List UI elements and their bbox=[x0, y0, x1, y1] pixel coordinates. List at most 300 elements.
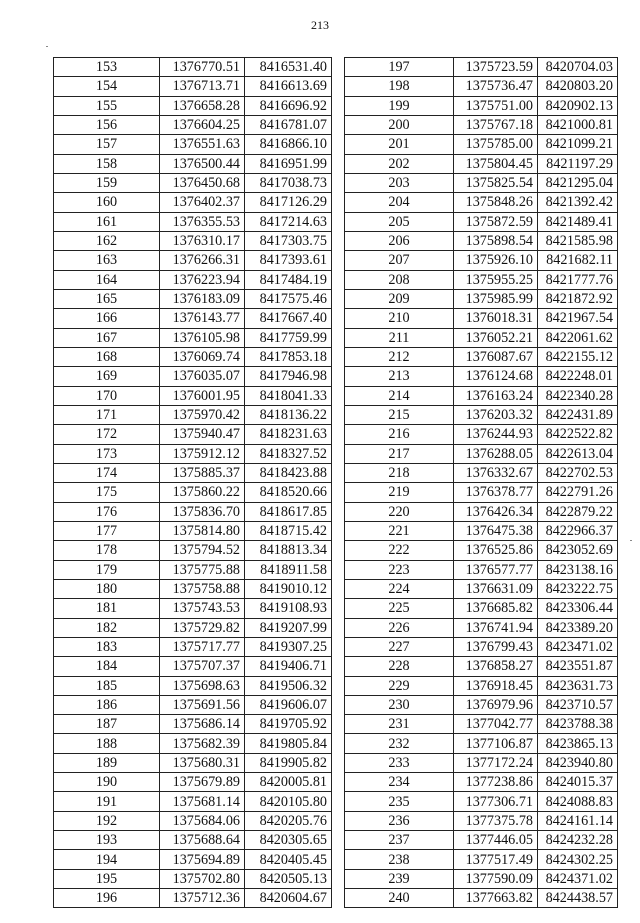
table-row bbox=[54, 869, 332, 888]
x-coordinate: 1377172.24 bbox=[454, 753, 538, 772]
x-coordinate: 1376266.31 bbox=[160, 251, 245, 270]
x-coordinate: 1375804.45 bbox=[454, 154, 538, 173]
y-coordinate: 8419606.07 bbox=[245, 695, 332, 714]
x-coordinate: 1376577.77 bbox=[454, 560, 538, 579]
y-coordinate: 8422966.37 bbox=[538, 521, 618, 540]
x-coordinate: 1375717.77 bbox=[160, 637, 245, 656]
y-coordinate: 8416696.92 bbox=[245, 96, 332, 115]
table-row bbox=[345, 251, 618, 270]
point-number: 222 bbox=[345, 541, 454, 560]
y-coordinate: 8422340.28 bbox=[538, 386, 618, 405]
point-number: 236 bbox=[345, 811, 454, 830]
table-row bbox=[54, 309, 332, 328]
y-coordinate: 8418520.66 bbox=[245, 483, 332, 502]
point-number: 159 bbox=[54, 173, 160, 192]
point-number: 171 bbox=[54, 405, 160, 424]
point-number: 235 bbox=[345, 792, 454, 811]
point-number: 169 bbox=[54, 367, 160, 386]
table-row bbox=[345, 869, 618, 888]
point-number: 205 bbox=[345, 212, 454, 231]
point-number: 198 bbox=[345, 77, 454, 96]
y-coordinate: 8423389.20 bbox=[538, 618, 618, 637]
x-coordinate: 1375785.00 bbox=[454, 135, 538, 154]
table-row bbox=[54, 618, 332, 637]
table-row bbox=[54, 251, 332, 270]
x-coordinate: 1376685.82 bbox=[454, 599, 538, 618]
point-number: 199 bbox=[345, 96, 454, 115]
y-coordinate: 8416613.69 bbox=[245, 77, 332, 96]
y-coordinate: 8422702.53 bbox=[538, 463, 618, 482]
table-row bbox=[345, 753, 618, 772]
point-number: 162 bbox=[54, 231, 160, 250]
point-number: 214 bbox=[345, 386, 454, 405]
x-coordinate: 1375926.10 bbox=[454, 251, 538, 270]
y-coordinate: 8423138.16 bbox=[538, 560, 618, 579]
x-coordinate: 1376052.21 bbox=[454, 328, 538, 347]
table-row bbox=[54, 521, 332, 540]
x-coordinate: 1375860.22 bbox=[160, 483, 245, 502]
x-coordinate: 1375955.25 bbox=[454, 270, 538, 289]
point-number: 170 bbox=[54, 386, 160, 405]
y-coordinate: 8420405.45 bbox=[245, 850, 332, 869]
x-coordinate: 1376105.98 bbox=[160, 328, 245, 347]
table-row bbox=[345, 831, 618, 850]
x-coordinate: 1376979.96 bbox=[454, 695, 538, 714]
table-row bbox=[54, 599, 332, 618]
point-number: 161 bbox=[54, 212, 160, 231]
table-row bbox=[345, 715, 618, 734]
x-coordinate: 1375698.63 bbox=[160, 676, 245, 695]
y-coordinate: 8418715.42 bbox=[245, 521, 332, 540]
point-number: 184 bbox=[54, 657, 160, 676]
x-coordinate: 1377306.71 bbox=[454, 792, 538, 811]
point-number: 201 bbox=[345, 135, 454, 154]
x-coordinate: 1376244.93 bbox=[454, 425, 538, 444]
point-number: 231 bbox=[345, 715, 454, 734]
table-row bbox=[345, 231, 618, 250]
y-coordinate: 8417946.98 bbox=[245, 367, 332, 386]
x-coordinate: 1377517.49 bbox=[454, 850, 538, 869]
point-number: 187 bbox=[54, 715, 160, 734]
x-coordinate: 1375767.18 bbox=[454, 115, 538, 134]
y-coordinate: 8418136.22 bbox=[245, 405, 332, 424]
y-coordinate: 8417484.19 bbox=[245, 270, 332, 289]
table-row bbox=[345, 289, 618, 308]
x-coordinate: 1377663.82 bbox=[454, 889, 538, 908]
y-coordinate: 8419805.84 bbox=[245, 734, 332, 753]
table-row bbox=[54, 347, 332, 366]
y-coordinate: 8423471.02 bbox=[538, 637, 618, 656]
point-number: 190 bbox=[54, 773, 160, 792]
table-row bbox=[345, 560, 618, 579]
x-coordinate: 1376426.34 bbox=[454, 502, 538, 521]
point-number: 212 bbox=[345, 347, 454, 366]
y-coordinate: 8420902.13 bbox=[538, 96, 618, 115]
x-coordinate: 1377238.86 bbox=[454, 773, 538, 792]
x-coordinate: 1376741.94 bbox=[454, 618, 538, 637]
y-coordinate: 8418231.63 bbox=[245, 425, 332, 444]
x-coordinate: 1376310.17 bbox=[160, 231, 245, 250]
point-number: 164 bbox=[54, 270, 160, 289]
y-coordinate: 8420704.03 bbox=[538, 58, 618, 77]
x-coordinate: 1375912.12 bbox=[160, 444, 245, 463]
y-coordinate: 8418327.52 bbox=[245, 444, 332, 463]
table-row bbox=[345, 618, 618, 637]
table-row bbox=[345, 773, 618, 792]
table-row bbox=[54, 96, 332, 115]
table-row bbox=[345, 135, 618, 154]
x-coordinate: 1377375.78 bbox=[454, 811, 538, 830]
y-coordinate: 8424302.25 bbox=[538, 850, 618, 869]
y-coordinate: 8422155.12 bbox=[538, 347, 618, 366]
x-coordinate: 1375684.06 bbox=[160, 811, 245, 830]
x-coordinate: 1375898.54 bbox=[454, 231, 538, 250]
x-coordinate: 1376500.44 bbox=[160, 154, 245, 173]
table-row bbox=[345, 58, 618, 77]
table-row bbox=[345, 850, 618, 869]
scan-mark bbox=[46, 46, 48, 47]
table-row bbox=[345, 521, 618, 540]
point-number: 181 bbox=[54, 599, 160, 618]
point-number: 178 bbox=[54, 541, 160, 560]
x-coordinate: 1375940.47 bbox=[160, 425, 245, 444]
y-coordinate: 8421197.29 bbox=[538, 154, 618, 173]
y-coordinate: 8419406.71 bbox=[245, 657, 332, 676]
table-row bbox=[54, 328, 332, 347]
table-row bbox=[54, 270, 332, 289]
point-number: 173 bbox=[54, 444, 160, 463]
point-number: 165 bbox=[54, 289, 160, 308]
table-row bbox=[54, 715, 332, 734]
point-number: 172 bbox=[54, 425, 160, 444]
x-coordinate: 1376402.37 bbox=[160, 193, 245, 212]
table-row bbox=[54, 367, 332, 386]
point-number: 179 bbox=[54, 560, 160, 579]
point-number: 196 bbox=[54, 889, 160, 908]
x-coordinate: 1376332.67 bbox=[454, 463, 538, 482]
table-row bbox=[54, 463, 332, 482]
point-number: 160 bbox=[54, 193, 160, 212]
x-coordinate: 1377106.87 bbox=[454, 734, 538, 753]
point-number: 240 bbox=[345, 889, 454, 908]
point-number: 157 bbox=[54, 135, 160, 154]
y-coordinate: 8417759.99 bbox=[245, 328, 332, 347]
y-coordinate: 8420005.81 bbox=[245, 773, 332, 792]
point-number: 175 bbox=[54, 483, 160, 502]
x-coordinate: 1375985.99 bbox=[454, 289, 538, 308]
y-coordinate: 8423865.13 bbox=[538, 734, 618, 753]
point-number: 207 bbox=[345, 251, 454, 270]
x-coordinate: 1376713.71 bbox=[160, 77, 245, 96]
y-coordinate: 8421392.42 bbox=[538, 193, 618, 212]
table-row bbox=[345, 637, 618, 656]
point-number: 204 bbox=[345, 193, 454, 212]
table-row bbox=[345, 792, 618, 811]
point-number: 237 bbox=[345, 831, 454, 850]
x-coordinate: 1377042.77 bbox=[454, 715, 538, 734]
y-coordinate: 8422522.82 bbox=[538, 425, 618, 444]
table-row bbox=[345, 115, 618, 134]
table-row bbox=[54, 289, 332, 308]
table-row bbox=[54, 483, 332, 502]
point-number: 209 bbox=[345, 289, 454, 308]
x-coordinate: 1375848.26 bbox=[454, 193, 538, 212]
point-number: 210 bbox=[345, 309, 454, 328]
point-number: 153 bbox=[54, 58, 160, 77]
x-coordinate: 1376631.09 bbox=[454, 579, 538, 598]
y-coordinate: 8420305.65 bbox=[245, 831, 332, 850]
y-coordinate: 8418423.88 bbox=[245, 463, 332, 482]
x-coordinate: 1375712.36 bbox=[160, 889, 245, 908]
x-coordinate: 1376001.95 bbox=[160, 386, 245, 405]
x-coordinate: 1375775.88 bbox=[160, 560, 245, 579]
table-row bbox=[54, 444, 332, 463]
point-number: 192 bbox=[54, 811, 160, 830]
table-row bbox=[345, 367, 618, 386]
y-coordinate: 8423788.38 bbox=[538, 715, 618, 734]
x-coordinate: 1375751.00 bbox=[454, 96, 538, 115]
x-coordinate: 1376525.86 bbox=[454, 541, 538, 560]
y-coordinate: 8418041.33 bbox=[245, 386, 332, 405]
point-number: 197 bbox=[345, 58, 454, 77]
y-coordinate: 8420803.20 bbox=[538, 77, 618, 96]
x-coordinate: 1375729.82 bbox=[160, 618, 245, 637]
x-coordinate: 1375688.64 bbox=[160, 831, 245, 850]
table-row bbox=[345, 193, 618, 212]
table-row bbox=[54, 386, 332, 405]
x-coordinate: 1376658.28 bbox=[160, 96, 245, 115]
y-coordinate: 8419307.25 bbox=[245, 637, 332, 656]
point-number: 177 bbox=[54, 521, 160, 540]
point-number: 193 bbox=[54, 831, 160, 850]
table-row bbox=[54, 173, 332, 192]
y-coordinate: 8421000.81 bbox=[538, 115, 618, 134]
table-row bbox=[345, 425, 618, 444]
y-coordinate: 8424371.02 bbox=[538, 869, 618, 888]
y-coordinate: 8418911.58 bbox=[245, 560, 332, 579]
point-number: 230 bbox=[345, 695, 454, 714]
x-coordinate: 1376143.77 bbox=[160, 309, 245, 328]
y-coordinate: 8421872.92 bbox=[538, 289, 618, 308]
x-coordinate: 1375723.59 bbox=[454, 58, 538, 77]
point-number: 176 bbox=[54, 502, 160, 521]
y-coordinate: 8420205.76 bbox=[245, 811, 332, 830]
point-number: 155 bbox=[54, 96, 160, 115]
point-number: 225 bbox=[345, 599, 454, 618]
point-number: 174 bbox=[54, 463, 160, 482]
point-number: 220 bbox=[345, 502, 454, 521]
table-row bbox=[54, 193, 332, 212]
table-row bbox=[345, 173, 618, 192]
x-coordinate: 1377590.09 bbox=[454, 869, 538, 888]
y-coordinate: 8424161.14 bbox=[538, 811, 618, 830]
y-coordinate: 8416781.07 bbox=[245, 115, 332, 134]
point-number: 206 bbox=[345, 231, 454, 250]
table-row bbox=[345, 270, 618, 289]
x-coordinate: 1376450.68 bbox=[160, 173, 245, 192]
coordinates-table-left bbox=[53, 57, 332, 908]
x-coordinate: 1375679.89 bbox=[160, 773, 245, 792]
x-coordinate: 1375758.88 bbox=[160, 579, 245, 598]
y-coordinate: 8417853.18 bbox=[245, 347, 332, 366]
table-row bbox=[54, 637, 332, 656]
y-coordinate: 8418617.85 bbox=[245, 502, 332, 521]
point-number: 154 bbox=[54, 77, 160, 96]
table-row bbox=[54, 425, 332, 444]
y-coordinate: 8419705.92 bbox=[245, 715, 332, 734]
x-coordinate: 1376799.43 bbox=[454, 637, 538, 656]
x-coordinate: 1375681.14 bbox=[160, 792, 245, 811]
y-coordinate: 8421585.98 bbox=[538, 231, 618, 250]
y-coordinate: 8423940.80 bbox=[538, 753, 618, 772]
x-coordinate: 1376288.05 bbox=[454, 444, 538, 463]
x-coordinate: 1375836.70 bbox=[160, 502, 245, 521]
point-number: 182 bbox=[54, 618, 160, 637]
table-row bbox=[54, 850, 332, 869]
table-row bbox=[54, 889, 332, 908]
y-coordinate: 8417393.61 bbox=[245, 251, 332, 270]
x-coordinate: 1377446.05 bbox=[454, 831, 538, 850]
point-number: 232 bbox=[345, 734, 454, 753]
table-row bbox=[54, 792, 332, 811]
table-row bbox=[345, 444, 618, 463]
table-row bbox=[54, 58, 332, 77]
x-coordinate: 1376203.32 bbox=[454, 405, 538, 424]
x-coordinate: 1376124.68 bbox=[454, 367, 538, 386]
y-coordinate: 8421967.54 bbox=[538, 309, 618, 328]
x-coordinate: 1375794.52 bbox=[160, 541, 245, 560]
point-number: 215 bbox=[345, 405, 454, 424]
table-row bbox=[54, 734, 332, 753]
x-coordinate: 1375691.56 bbox=[160, 695, 245, 714]
point-number: 227 bbox=[345, 637, 454, 656]
table-row bbox=[54, 657, 332, 676]
point-number: 208 bbox=[345, 270, 454, 289]
table-row bbox=[54, 831, 332, 850]
x-coordinate: 1375682.39 bbox=[160, 734, 245, 753]
table-row bbox=[54, 231, 332, 250]
table-row bbox=[54, 212, 332, 231]
table-row bbox=[54, 77, 332, 96]
y-coordinate: 8417575.46 bbox=[245, 289, 332, 308]
point-number: 218 bbox=[345, 463, 454, 482]
table-row bbox=[345, 695, 618, 714]
point-number: 228 bbox=[345, 657, 454, 676]
y-coordinate: 8420604.67 bbox=[245, 889, 332, 908]
x-coordinate: 1376770.51 bbox=[160, 58, 245, 77]
y-coordinate: 8416951.99 bbox=[245, 154, 332, 173]
y-coordinate: 8423551.87 bbox=[538, 657, 618, 676]
point-number: 229 bbox=[345, 676, 454, 695]
table-row bbox=[345, 347, 618, 366]
x-coordinate: 1376163.24 bbox=[454, 386, 538, 405]
y-coordinate: 8416866.10 bbox=[245, 135, 332, 154]
point-number: 234 bbox=[345, 773, 454, 792]
y-coordinate: 8424438.57 bbox=[538, 889, 618, 908]
table-row bbox=[54, 676, 332, 695]
y-coordinate: 8423306.44 bbox=[538, 599, 618, 618]
table-row bbox=[345, 212, 618, 231]
point-number: 156 bbox=[54, 115, 160, 134]
x-coordinate: 1375707.37 bbox=[160, 657, 245, 676]
point-number: 194 bbox=[54, 850, 160, 869]
x-coordinate: 1375686.14 bbox=[160, 715, 245, 734]
point-number: 219 bbox=[345, 483, 454, 502]
table-row bbox=[345, 463, 618, 482]
point-number: 195 bbox=[54, 869, 160, 888]
scan-mark bbox=[630, 540, 632, 541]
y-coordinate: 8424015.37 bbox=[538, 773, 618, 792]
table-row bbox=[54, 135, 332, 154]
table-row bbox=[54, 115, 332, 134]
x-coordinate: 1376475.38 bbox=[454, 521, 538, 540]
point-number: 216 bbox=[345, 425, 454, 444]
table-row bbox=[54, 405, 332, 424]
point-number: 167 bbox=[54, 328, 160, 347]
x-coordinate: 1376183.09 bbox=[160, 289, 245, 308]
x-coordinate: 1375872.59 bbox=[454, 212, 538, 231]
x-coordinate: 1376858.27 bbox=[454, 657, 538, 676]
x-coordinate: 1375825.54 bbox=[454, 173, 538, 192]
point-number: 211 bbox=[345, 328, 454, 347]
y-coordinate: 8422879.22 bbox=[538, 502, 618, 521]
table-row bbox=[345, 811, 618, 830]
table-row bbox=[345, 502, 618, 521]
point-number: 188 bbox=[54, 734, 160, 753]
y-coordinate: 8424088.83 bbox=[538, 792, 618, 811]
x-coordinate: 1376918.45 bbox=[454, 676, 538, 695]
point-number: 166 bbox=[54, 309, 160, 328]
point-number: 185 bbox=[54, 676, 160, 695]
table-row bbox=[54, 154, 332, 173]
point-number: 180 bbox=[54, 579, 160, 598]
table-row bbox=[54, 695, 332, 714]
table-row bbox=[345, 386, 618, 405]
y-coordinate: 8417303.75 bbox=[245, 231, 332, 250]
x-coordinate: 1375694.89 bbox=[160, 850, 245, 869]
x-coordinate: 1376378.77 bbox=[454, 483, 538, 502]
point-number: 238 bbox=[345, 850, 454, 869]
table-row bbox=[54, 579, 332, 598]
point-number: 202 bbox=[345, 154, 454, 173]
x-coordinate: 1376035.07 bbox=[160, 367, 245, 386]
point-number: 189 bbox=[54, 753, 160, 772]
point-number: 163 bbox=[54, 251, 160, 270]
y-coordinate: 8423631.73 bbox=[538, 676, 618, 695]
table-row bbox=[54, 502, 332, 521]
y-coordinate: 8421099.21 bbox=[538, 135, 618, 154]
x-coordinate: 1375885.37 bbox=[160, 463, 245, 482]
y-coordinate: 8421777.76 bbox=[538, 270, 618, 289]
x-coordinate: 1376223.94 bbox=[160, 270, 245, 289]
y-coordinate: 8424232.28 bbox=[538, 831, 618, 850]
table-row bbox=[345, 96, 618, 115]
y-coordinate: 8421489.41 bbox=[538, 212, 618, 231]
x-coordinate: 1375743.53 bbox=[160, 599, 245, 618]
x-coordinate: 1376604.25 bbox=[160, 115, 245, 134]
point-number: 158 bbox=[54, 154, 160, 173]
table-row bbox=[345, 579, 618, 598]
y-coordinate: 8417126.29 bbox=[245, 193, 332, 212]
y-coordinate: 8419010.12 bbox=[245, 579, 332, 598]
y-coordinate: 8417214.63 bbox=[245, 212, 332, 231]
table-row bbox=[345, 676, 618, 695]
point-number: 217 bbox=[345, 444, 454, 463]
point-number: 200 bbox=[345, 115, 454, 134]
x-coordinate: 1376355.53 bbox=[160, 212, 245, 231]
table-row bbox=[54, 541, 332, 560]
y-coordinate: 8421682.11 bbox=[538, 251, 618, 270]
